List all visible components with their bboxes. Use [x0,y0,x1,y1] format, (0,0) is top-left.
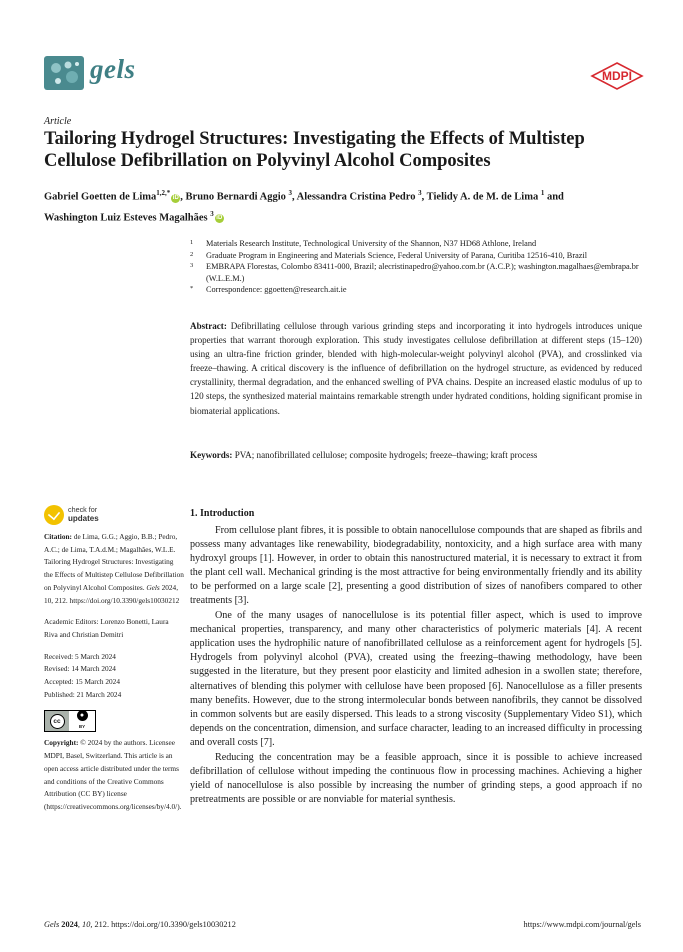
sidebar [44,531,184,823]
affiliation-text: EMBRAPA Florestas, Colombo 83411-000, Brazil; alecristinapedro@yahoo.com.br (A.C.P.); washington.magalhaes@embrapa.br (W.L.E.M.) [206,262,639,283]
citation-journal: Gels [146,582,160,592]
check-for-updates-button[interactable] [44,505,134,527]
author-affiliation-marker: 3 [418,189,422,197]
affiliation-item [190,261,650,284]
mdpi-logo-icon [590,62,644,90]
keywords [190,449,642,462]
revised-date: Revised: 14 March 2024 [44,664,116,674]
keywords-label: Keywords: [190,450,233,460]
mdpi-logo-text: MDPI [602,69,632,83]
body-text [190,524,642,808]
orcid-icon[interactable]: iD [172,194,179,201]
article-type: Article [44,116,72,127]
cc-icon-glyph: cc [50,714,65,729]
author-conjunction: and [544,191,564,203]
gels-logo-icon [44,56,84,90]
received-date: Received: 5 March 2024 [44,651,116,661]
footer-comma: , [77,920,83,929]
check-updates-line1: check for [68,505,98,514]
affiliation-text: Materials Research Institute, Technological University of the Shannon, N37 HD68 Athlone, Ireland [206,239,537,248]
check-updates-label [68,506,99,523]
author-affiliation-marker: 3 [210,209,214,218]
author-affiliation-marker: 1 [540,189,545,197]
citation-doi[interactable]: 2024, 10, 212. https://doi.org/10.3390/gels10030212 [44,582,180,605]
abstract [190,319,642,418]
footer-doi[interactable]: , 212. https://doi.org/10.3390/gels10030212 [90,920,236,929]
affiliation-item [190,250,650,262]
abstract-label: Abstract: [190,321,227,331]
footer-journal-url[interactable]: https://www.mdpi.com/journal/gels [523,920,641,929]
affiliation-text: Graduate Program in Engineering and Materials Science, Federal University of Parana, Curitiba 12516-410, Brazil [206,250,588,260]
citation-label: Citation: [44,532,72,541]
body-paragraph: One of the many usages of nanocellulose is its potential filler aspect, which is used to improve mechanical properties, transparency, and many other characteristics of polymeric materials [4]. A recent application uses the hydrophilic nature of nanofibrillated cellulose as a reinforcement agent for hydrogels [5]. Hydrogels from polyvinyl alcohol (PVA), created using the freezing–thawing methodology, have been suggested in the literature, but they present poor elasticity and limited adhesion in a swollen state; therefore, alternatives of blending this polymer with cellulose have been proposed [6]. Nanocellulose as a filler presents many benefits. However, due to the strong intermolecular bonds between nanofibrils, they cannot be dissolved in common solvents but are easily dispersed. This leads to a strong viscosity (Supplementary Video S1), which depends on the concentration, dimension, and surface character, leading to an increased difficulty in processing and overall costs [7]. [190,610,642,748]
affiliation-number: 3 [190,262,194,269]
author-name[interactable]: , Alessandra Cristina Pedro [292,191,416,203]
author-affiliation-marker: 3 [288,189,293,197]
citation [44,531,184,607]
section-heading: 1. Introduction [190,508,255,519]
by-icon [69,711,95,731]
journal-name: gels [90,54,136,84]
published-date: Published: 21 March 2024 [44,689,122,699]
academic-editors: Academic Editors: Lorenzo Bonetti, Laura Riva and Christian Demitri [44,617,169,639]
attribution-icon: ● [77,710,88,721]
author-list [44,185,644,226]
orcid-icon[interactable]: iD [216,215,223,221]
body-paragraph: Reducing the concentration may be a feasible approach, since it is possible to achieve increased defibrillation of cellulose without impeding the continuous flow in processing machines. Achieving a higher yield of nanocellulose is also possible by increasing the number of grinding steps, a good approach if no pretreatments are possible or are nonviable for material synthesis. [190,751,642,805]
author-affiliation-marker: 1,2,* [156,189,171,197]
affiliation-item [190,238,650,250]
footer-journal: Gels [44,920,60,929]
cc-icon [45,711,69,731]
cc-by-license-icon[interactable] [44,710,96,732]
author-name[interactable]: , Bruno Bernardi Aggio [180,191,286,203]
affiliation-item [190,284,650,296]
body-paragraph: From cellulose plant fibres, it is possible to obtain nanocellulose compounds that are shaped as fibrils and possess many advantages like renewability, biodegradability, nontoxicity, and a high surface area with many hydroxyl groups [1]. However, in order to obtain this nanostructured material, it is necessary to extract it from the plant cell wall. Mechanical grinding is the most attractive for being environmentally friendly and its ability to be performed on a large scale [2], presenting a good distribution of sizes of nanofibers compared to other treatments [3]. [190,525,642,607]
cc-by-label: BY [78,723,86,729]
copyright-label: Copyright: [44,738,79,748]
affiliation-number: 2 [190,250,194,258]
check-updates-line2: updates [68,513,99,523]
affiliation-number: * [190,285,194,292]
footer-volume: 10 [82,920,91,929]
footer-year: 2024 [61,920,78,929]
abstract-text: Defibrillating cellulose through various grinding steps and incorporating it into hydrogels introduces unique properties that warrant thorough exploration. This study investigates cellulose defibrillation at different steps (15–120) using an ultra-fine friction grinder, blended with high-molecular-weight polyvinyl alcohol (PVA), and crosslinked via freeze–thawing. A critical discovery is the influence of defibrillation on the hydrogel structure, as evidenced by reduced crystallinity, thermal degradation, and the enhanced swelling of PVA chains. Despite an increased elastic modulus of up to 120 steps, the synthesized material maintains remarkable strength under hydrated conditions, holding significant promise in biomaterial applications. [190,321,642,416]
accepted-date: Accepted: 15 March 2024 [44,677,120,687]
copyright-notice [44,737,184,813]
copyright-text: © 2024 by the authors. Licensee MDPI, Basel, Switzerland. This article is an open access article distributed under the terms and conditions of the Creative Commons Attribution (CC BY) license (https://creativecommons.org/licenses/by/4.0/). [44,738,182,811]
affiliations [190,238,650,296]
keywords-text: PVA; nanofibrillated cellulose; composite hydrogels; freeze–thawing; kraft process [234,450,538,460]
author-name[interactable]: Gabriel Goetten de Lima [44,191,157,203]
affiliation-text: Correspondence: ggoetten@research.ait.ie [206,285,347,294]
publication-dates [44,651,184,702]
footer-citation [44,920,236,929]
author-name[interactable]: , Tielidy A. de M. de Lima [421,191,539,203]
citation-text: de Lima, G.G.; Aggio, B.B.; Pedro, A.C.; de Lima, T.A.d.M.; Magalhães, W.L.E. Tailoring Hydrogel Structures: Investigating the Effects of Multistep Cellulose Defibrillation on Polyvinyl Alcohol Composites. [44,532,184,592]
author-name[interactable]: Washington Luiz Esteves Magalhães [44,212,208,223]
article-title: Tailoring Hydrogel Structures: Investigating the Effects of Multistep Cellulose Defibrillation on Polyvinyl Alcohol Composites [44,129,585,171]
affiliation-number: 1 [190,239,194,246]
check-updates-icon [44,505,64,525]
